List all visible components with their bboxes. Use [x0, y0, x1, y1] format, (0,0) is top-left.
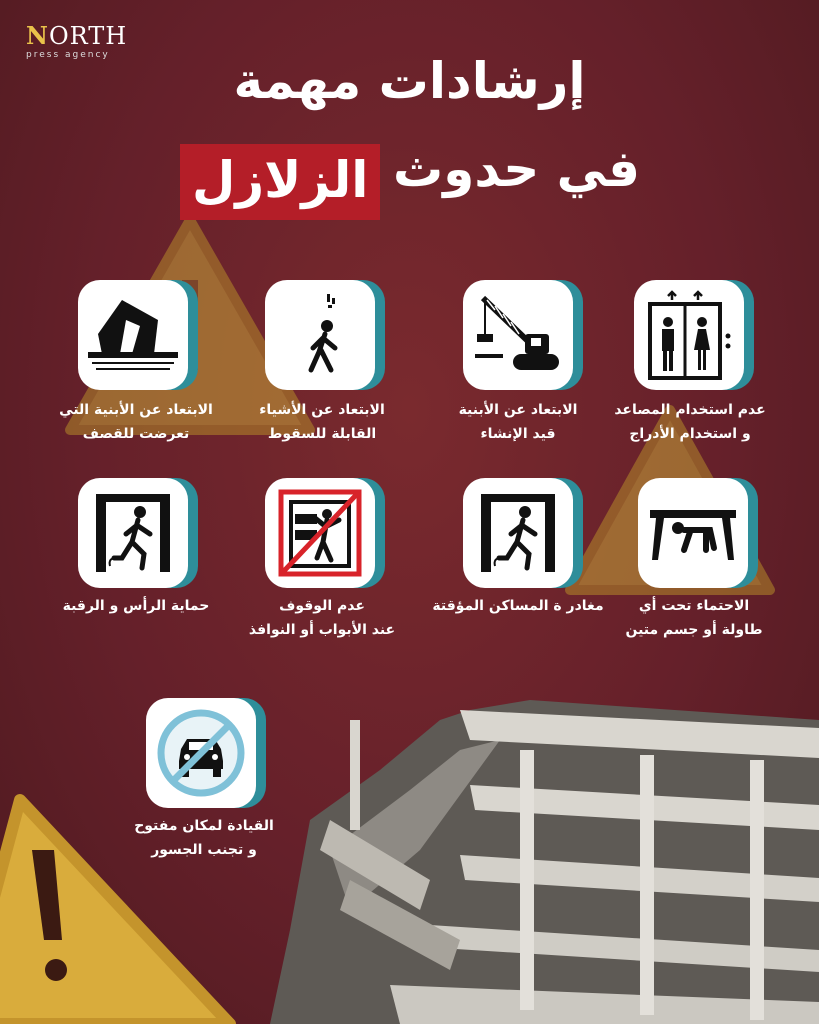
tip-card-falling-objects [265, 280, 375, 390]
tip-caption [604, 594, 784, 642]
page-title-line2 [180, 140, 640, 220]
tip-caption [114, 814, 294, 862]
falling-objects-icon [275, 290, 365, 380]
crane-icon [473, 290, 563, 380]
exit-door-icon [473, 488, 563, 578]
tip-caption-line2: و تجنب الجسور [151, 842, 257, 858]
exit-door-icon [88, 488, 178, 578]
tip-caption-line2: القابلة للسقوط [267, 426, 377, 442]
tip-caption-line1: الابتعاد عن الأبنية [458, 402, 578, 418]
tip-caption [46, 594, 226, 618]
tip-caption-line1: عدم الوقوف [279, 598, 365, 614]
tip-caption [46, 398, 226, 446]
logo-letter-n: N [26, 21, 49, 50]
tip-caption-line1: الابتعاد عن الأبنية التي [59, 402, 213, 418]
logo-subtitle: press agency [26, 50, 110, 60]
title-plain-text: في حدوث [393, 140, 640, 198]
tip-caption-line1: عدم استخدام المصاعد [614, 402, 766, 418]
tip-caption-line2: و استخدام الأدراج [629, 426, 751, 442]
tip-caption-line1: حماية الرأس و الرقبة [62, 598, 210, 614]
tip-caption [428, 594, 608, 618]
take-cover-icon [648, 488, 738, 578]
tip-caption-line2: قيد الإنشاء [480, 426, 556, 442]
title-highlight-text: الزلازل [180, 144, 380, 220]
tip-caption [600, 398, 780, 446]
tip-caption-line1: القيادة لمكان مفتوح [134, 818, 274, 834]
collapsed-building-icon [88, 290, 178, 380]
tip-card-avoid-doors-windows [265, 478, 375, 588]
no-window-icon [275, 488, 365, 578]
tip-caption-line1: الابتعاد عن الأشياء [259, 402, 385, 418]
tip-caption-line1: مغادر ة المساكن المؤقتة [432, 598, 604, 614]
tip-caption-line2: تعرضت للقصف [82, 426, 190, 442]
page-title-line1: إرشادات مهمة [233, 52, 586, 110]
tip-caption-line2: عند الأبواب أو النوافذ [248, 622, 396, 638]
logo-brand-text: ORTH [48, 22, 128, 50]
tip-caption [428, 398, 608, 446]
tip-caption [232, 398, 412, 446]
tip-card-bombed-buildings [78, 280, 188, 390]
tip-caption-line1: الاحتماء تحت أي [638, 598, 750, 614]
no-car-icon [155, 707, 247, 799]
tip-card-leave-shelters [463, 478, 573, 588]
tip-caption-line2: طاولة أو جسم متين [625, 622, 763, 638]
tip-card-protect-head [78, 478, 188, 588]
tip-card-take-cover [638, 478, 748, 588]
tip-card-elevator [634, 280, 744, 390]
elevator-icon [644, 290, 734, 380]
tip-caption [232, 594, 412, 642]
tip-card-drive-open-area [146, 698, 256, 808]
tip-card-construction [463, 280, 573, 390]
collapsed-building-image [270, 680, 819, 1024]
